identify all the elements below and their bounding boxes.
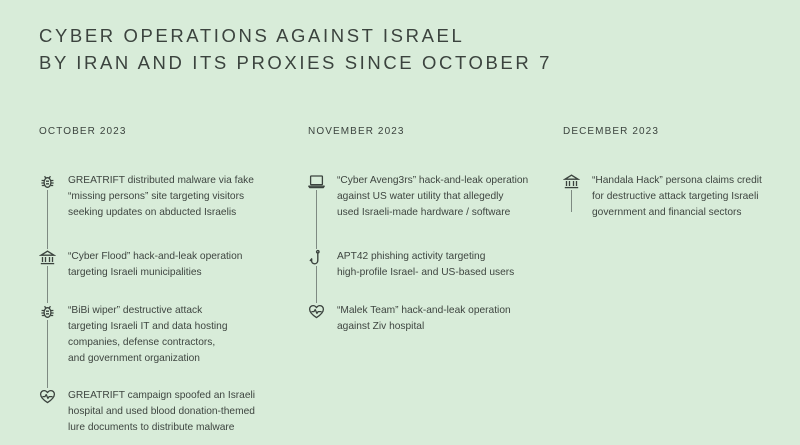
column-november bbox=[308, 126, 558, 332]
event-description: GREATRIFT distributed malware via fake “missing persons” site targeting visitors seeking updates on abducted Israelis bbox=[68, 175, 254, 218]
laptop-icon bbox=[308, 173, 325, 190]
event-description: “Handala Hack” persona claims credit for destructive attack targeting Israeli government and financial sectors bbox=[592, 175, 762, 218]
event-description: “Cyber Aveng3rs” hack-and-leak operation against US water utility that allegedly used Israeli-made hardware / software bbox=[337, 175, 529, 218]
heart-pulse-icon bbox=[39, 388, 56, 405]
event-description: APT42 phishing activity targeting high-profile Israel- and US-based users bbox=[337, 251, 515, 278]
event-description: “Malek Team” hack-and-leak operation against Ziv hospital bbox=[337, 305, 511, 332]
column-october bbox=[39, 126, 289, 433]
column-december bbox=[563, 126, 793, 218]
government-building-icon bbox=[39, 249, 56, 266]
title-line-2: BY IRAN AND ITS PROXIES SINCE OCTOBER 7 bbox=[39, 52, 552, 73]
event-description: GREATRIFT campaign spoofed an Israeli hospital and used blood donation-themed lure documents to distribute malware bbox=[68, 390, 256, 433]
month-heading: OCTOBER 2023 bbox=[39, 126, 127, 137]
phishing-hook-icon bbox=[308, 249, 325, 266]
timeline-line bbox=[47, 176, 48, 402]
title-line-1: CYBER OPERATIONS AGAINST ISRAEL bbox=[39, 25, 465, 46]
event-description: “Cyber Flood” hack-and-leak operation targeting Israeli municipalities bbox=[68, 251, 243, 278]
month-heading: DECEMBER 2023 bbox=[563, 126, 659, 137]
bug-icon bbox=[39, 173, 56, 190]
month-heading: NOVEMBER 2023 bbox=[308, 126, 405, 137]
diagram-title bbox=[39, 22, 552, 76]
event-description: “BiBi wiper” destructive attack targeting Israeli IT and data hosting companies, defense contractors, and government organization bbox=[68, 305, 228, 364]
government-building-icon bbox=[563, 173, 580, 190]
heart-pulse-icon bbox=[308, 303, 325, 320]
timeline-line bbox=[316, 176, 317, 304]
bug-icon bbox=[39, 303, 56, 320]
